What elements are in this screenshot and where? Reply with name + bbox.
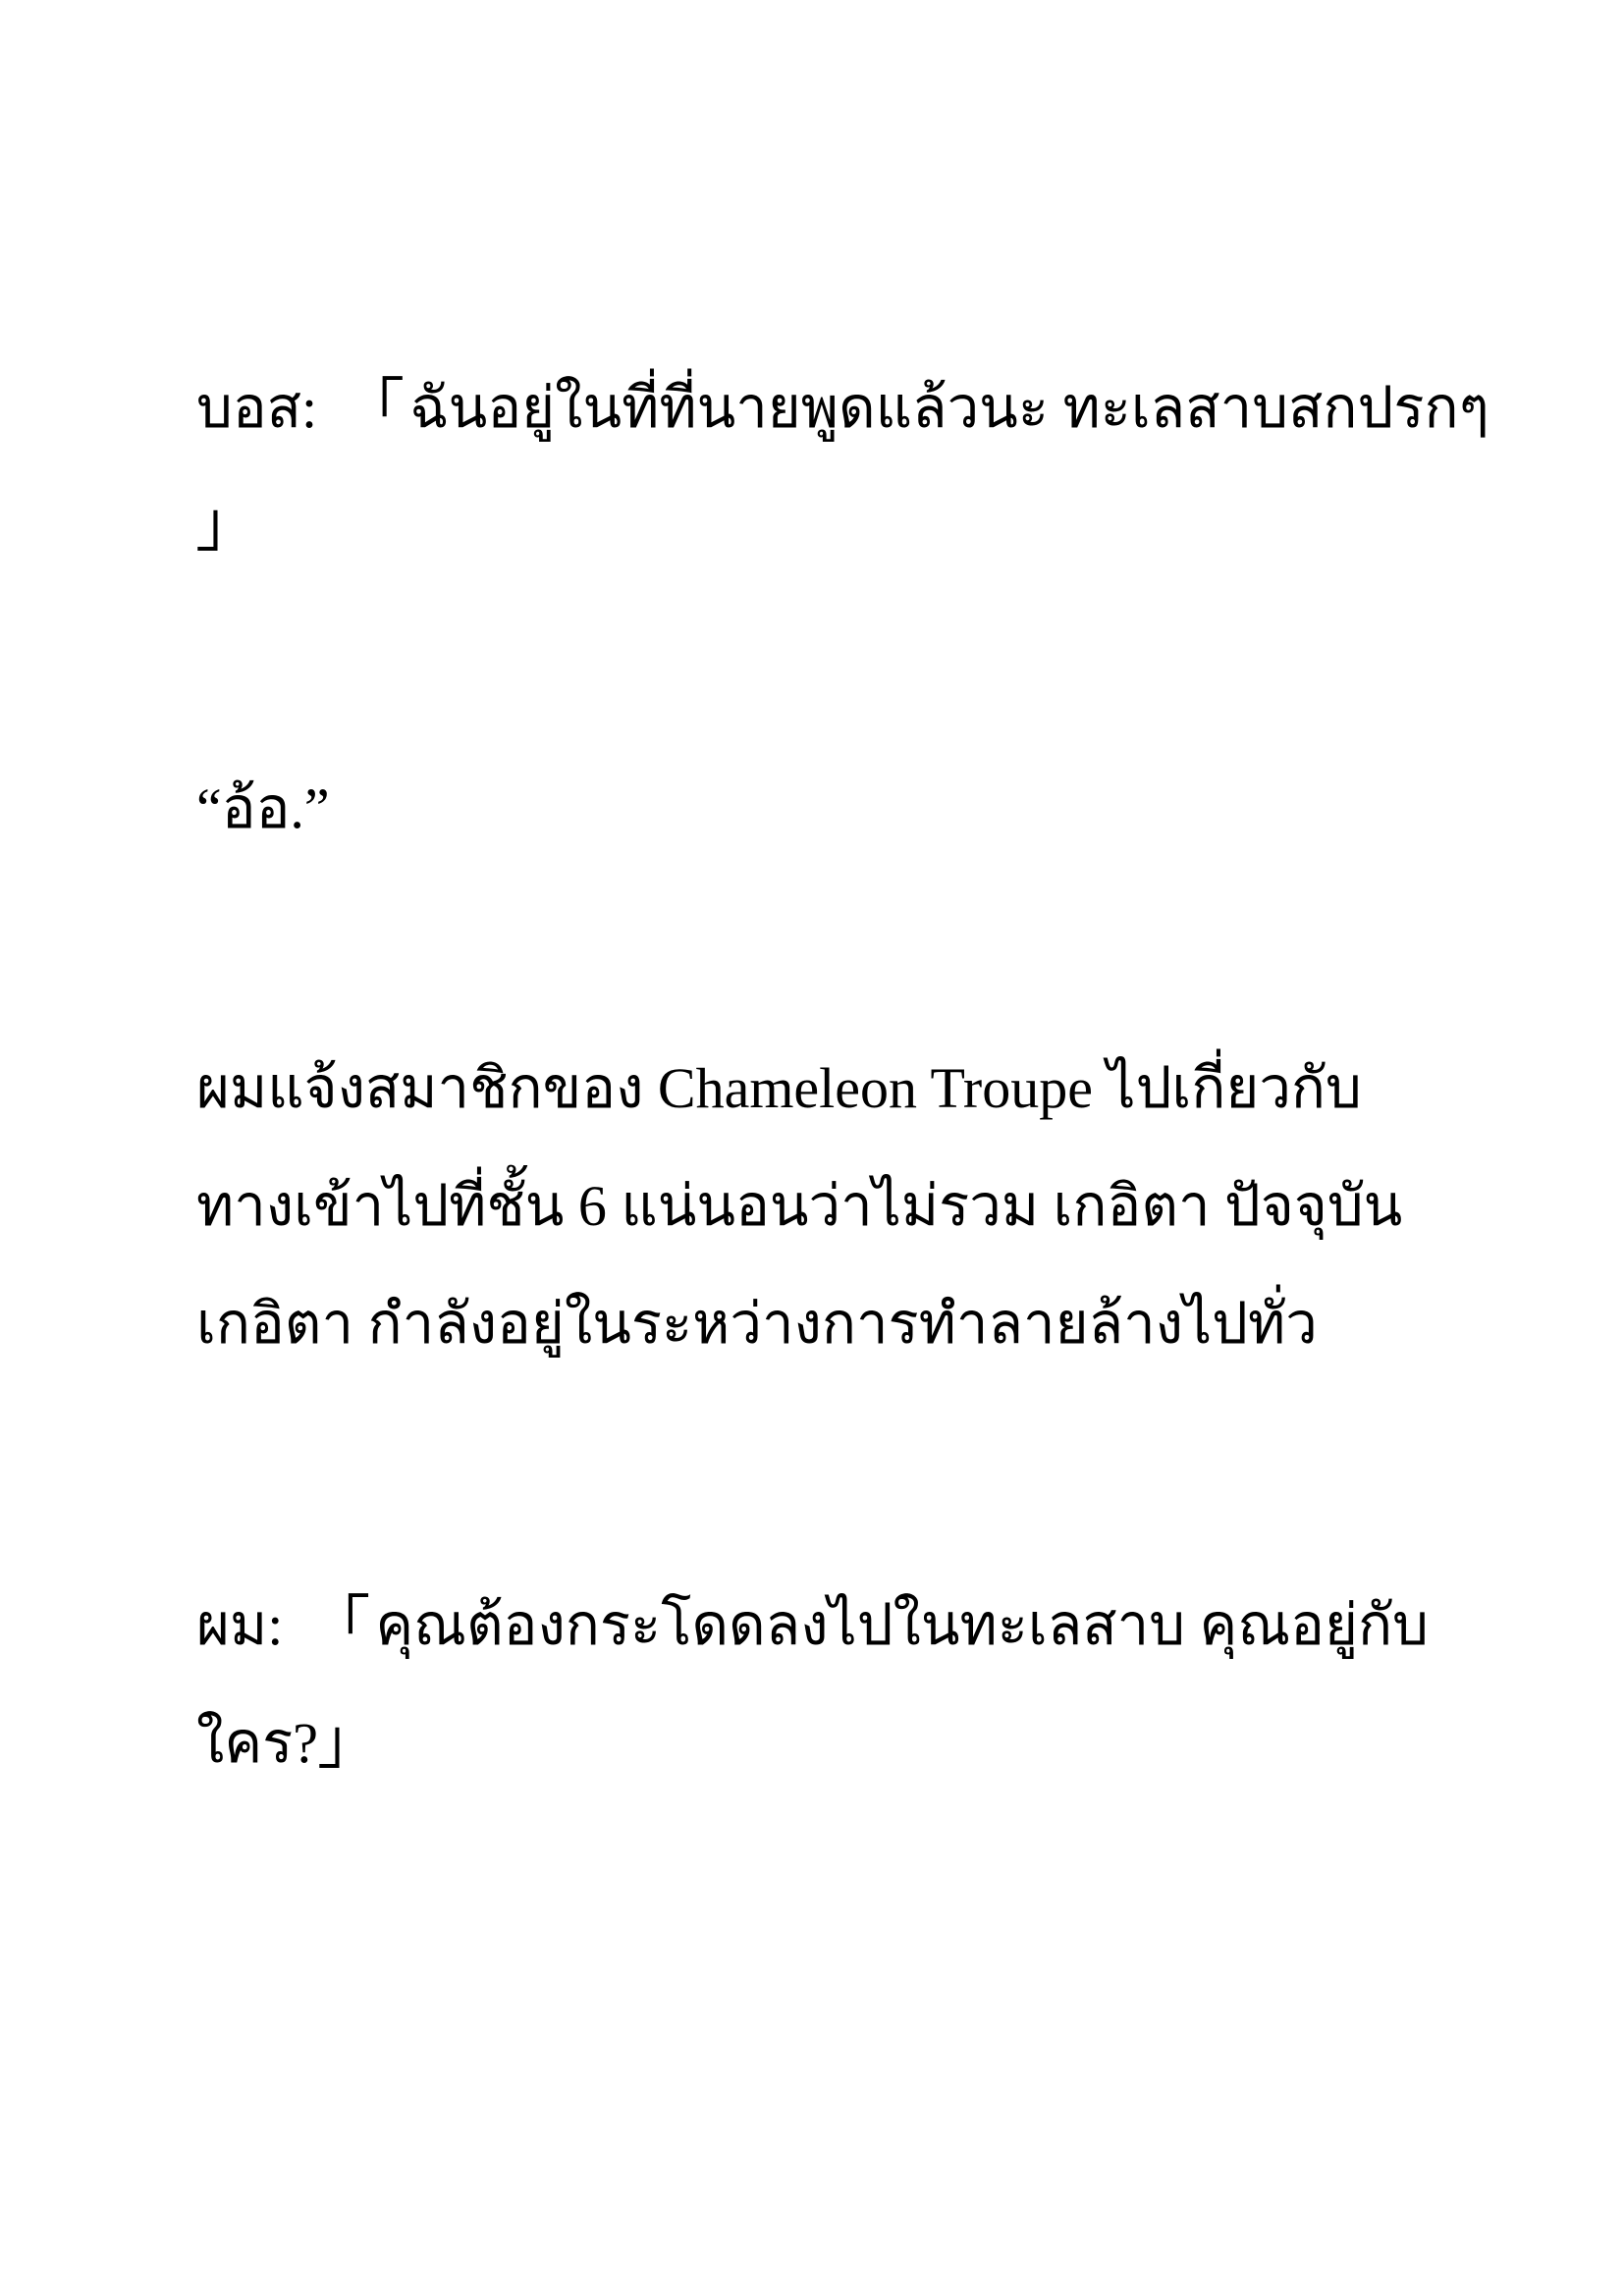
dialogue-text: ใคร? [196,1711,319,1775]
dialogue-boss-line-2 [196,491,255,560]
narration-reply [196,776,330,840]
reply-text: “อ้อ.” [196,776,330,840]
narration-line-2 [196,1174,1403,1238]
open-quote-bracket: 「 [310,1590,370,1659]
dialogue-text: คุณต้องกระโดดลงไปในทะเลสาบ คุณอยู่กับ [375,1593,1429,1657]
speaker-label-boss: บอส: [196,376,318,440]
narration-line-3 [196,1292,1318,1356]
dialogue-boss-line-1 [196,373,1489,442]
dialogue-me-line-2 [196,1708,378,1777]
speaker-label-me: ผม: [196,1593,284,1657]
narration-text: เกอิตา กำลังอยู่ในระหว่างการทำลายล้างไปทั่ว [196,1292,1318,1356]
dialogue-me-line-1 [196,1590,1429,1659]
narration-line-1 [196,1056,1362,1120]
dialogue-text: ฉันอยู่ในที่ที่นายพูดแล้วนะ ทะเลสาบสกปรกๆ [409,376,1489,440]
open-quote-bracket: 「 [345,373,405,442]
narration-text: ผมแจ้งสมาชิกของ Chameleon Troupe ไปเกี่ยวกับ [196,1056,1362,1120]
narration-text: ทางเข้าไปที่ชั้น 6 แน่นอนว่าไม่รวม เกอิตา ปัจจุบัน [196,1174,1403,1238]
close-quote-bracket: 」 [196,491,255,560]
close-quote-bracket: 」 [318,1708,378,1777]
